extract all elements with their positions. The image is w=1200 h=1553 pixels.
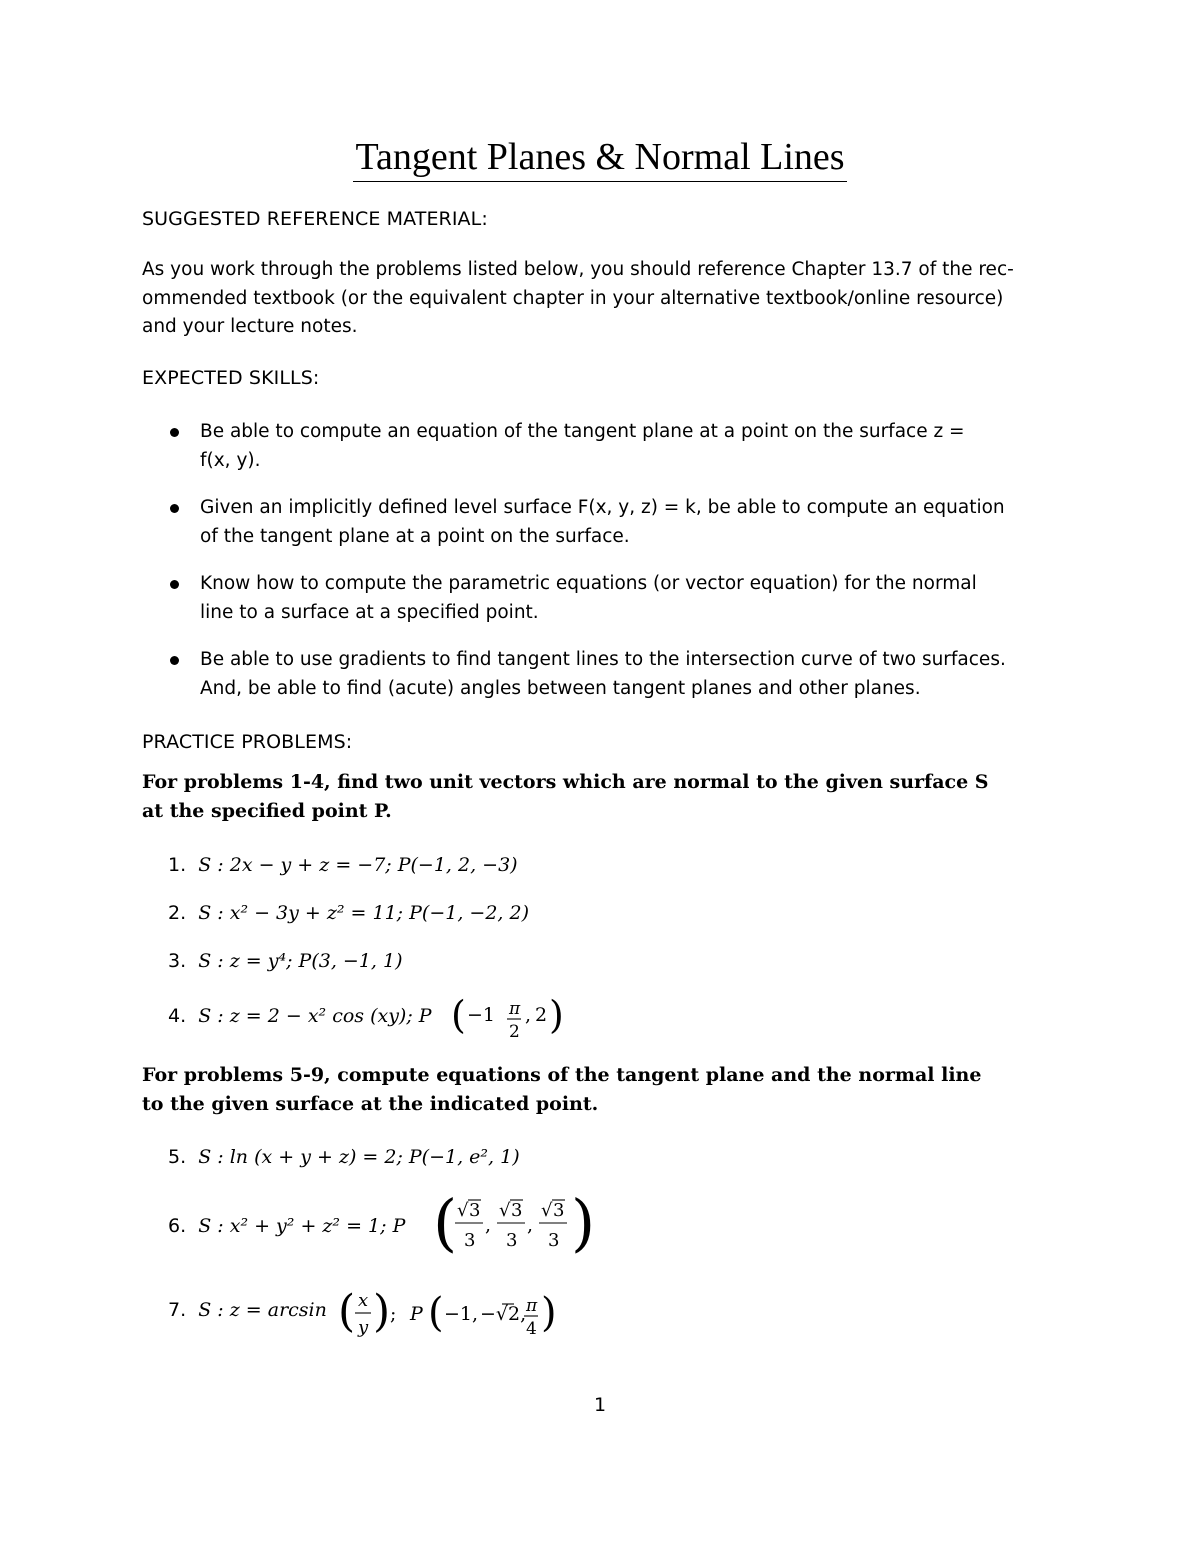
- reference-line-2: ommended textbook (or the equivalent chapter in your alternative textbook/online resource): [142, 287, 1004, 309]
- coord-z: 2: [535, 1004, 548, 1026]
- problem-7: 7. S : z = arcsin ( x y ) ; P ( −1, −√2, π 4 ): [168, 1296, 327, 1324]
- svg-text:−√2,: −√2,: [480, 1303, 527, 1325]
- svg-text:x: x: [358, 1290, 369, 1311]
- problem-1: 1. S : 2x − y + z = −7; P(−1, 2, −3): [168, 854, 518, 876]
- problem-4: 4. S : z = 2 − x² cos (xy); P ( −1 π 2 , 2 ): [168, 1002, 432, 1030]
- reference-paragraph: [142, 256, 1060, 342]
- practice-heading: PRACTICE PROBLEMS:: [142, 731, 353, 753]
- svg-text:(: (: [428, 1290, 444, 1336]
- reference-heading: SUGGESTED REFERENCE MATERIAL:: [142, 208, 488, 230]
- group1-instructions: [142, 768, 1060, 826]
- skill-4-line-1: Be able to use gradients to find tangent lines to the intersection curve of two surfaces.: [200, 649, 1006, 670]
- svg-text:π: π: [526, 1296, 538, 1316]
- svg-text:−1,: −1,: [444, 1303, 479, 1325]
- bullet-icon: [170, 580, 179, 589]
- point-coordinates-4: [451, 994, 581, 1040]
- problem-5: 5. S : ln (x + y + z) = 2; P(−1, e², 1): [168, 1146, 520, 1168]
- svg-text:√: √: [541, 1200, 553, 1221]
- page-number: 1: [593, 1394, 607, 1416]
- skill-4-line-2: And, be able to find (acute) angles between tangent planes and other planes.: [200, 677, 921, 699]
- svg-text:3: 3: [506, 1230, 518, 1251]
- svg-text:,: ,: [485, 1214, 492, 1236]
- svg-text:): ): [549, 993, 564, 1037]
- problem-6: 6. S : x² + y² + z² = 1; P ( √ 3 3 , √ 3 3 , √ 3 3 ): [168, 1212, 405, 1240]
- svg-text:y: y: [358, 1317, 369, 1338]
- svg-text:2: 2: [509, 1022, 520, 1042]
- svg-text:P: P: [410, 1303, 423, 1325]
- svg-text:4: 4: [526, 1319, 537, 1339]
- coord-y: π: [509, 999, 521, 1019]
- svg-text:): ): [373, 1286, 391, 1337]
- point-coordinates-6: [433, 1186, 603, 1262]
- problem-3: 3. S : z = y⁴; P(3, −1, 1): [168, 950, 403, 972]
- reference-line-1: As you work through the problems listed below, you should reference Chapter 13.7 of the rec-: [142, 259, 1014, 280]
- skill-2-line-2: of the tangent plane at a point on the surface.: [200, 525, 630, 547]
- group2-line-2: to the given surface at the indicated point.: [142, 1093, 599, 1115]
- bullet-icon: [170, 656, 179, 665]
- problem-7-math: [338, 1282, 748, 1342]
- svg-text:√: √: [457, 1200, 469, 1221]
- svg-text:(: (: [338, 1286, 356, 1337]
- bullet-icon: [170, 504, 179, 513]
- svg-text:,: ,: [527, 1214, 534, 1236]
- svg-text:(: (: [433, 1186, 458, 1259]
- group2-instructions: [142, 1061, 1060, 1119]
- svg-text:3: 3: [553, 1200, 565, 1221]
- svg-text:3: 3: [548, 1230, 560, 1251]
- skill-3-line-1: Know how to compute the parametric equations (or vector equation) for the normal: [200, 573, 977, 594]
- svg-text:;: ;: [390, 1303, 397, 1325]
- group2-line-1: For problems 5-9, compute equations of the tangent plane and the normal line: [142, 1064, 982, 1086]
- svg-text:): ): [541, 1290, 557, 1336]
- problem-2: 2. S : x² − 3y + z² = 11; P(−1, −2, 2): [168, 902, 529, 924]
- svg-text:,: ,: [525, 1004, 532, 1026]
- skill-1-line-2: f(x, y).: [200, 449, 261, 471]
- group1-line-1: For problems 1-4, find two unit vectors which are normal to the given surface S: [142, 771, 989, 793]
- group1-line-2: at the specified point P.: [142, 800, 392, 822]
- page-title: Tangent Planes & Normal Lines: [0, 134, 1200, 182]
- skills-heading: EXPECTED SKILLS:: [142, 367, 320, 389]
- svg-text:): ): [571, 1186, 596, 1259]
- svg-text:(: (: [451, 993, 466, 1037]
- skill-1-line-1: Be able to compute an equation of the tangent plane at a point on the surface z =: [200, 421, 965, 442]
- svg-text:3: 3: [511, 1200, 523, 1221]
- coord-x: −1: [467, 1004, 496, 1026]
- skill-2-line-1: Given an implicitly defined level surface F(x, y, z) = k, be able to compute an equation: [200, 497, 1005, 518]
- svg-text:3: 3: [464, 1230, 476, 1251]
- skill-3-line-2: line to a surface at a specified point.: [200, 601, 539, 623]
- svg-text:√: √: [499, 1200, 511, 1221]
- svg-text:3: 3: [469, 1200, 481, 1221]
- bullet-icon: [170, 428, 179, 437]
- reference-line-3: and your lecture notes.: [142, 316, 358, 337]
